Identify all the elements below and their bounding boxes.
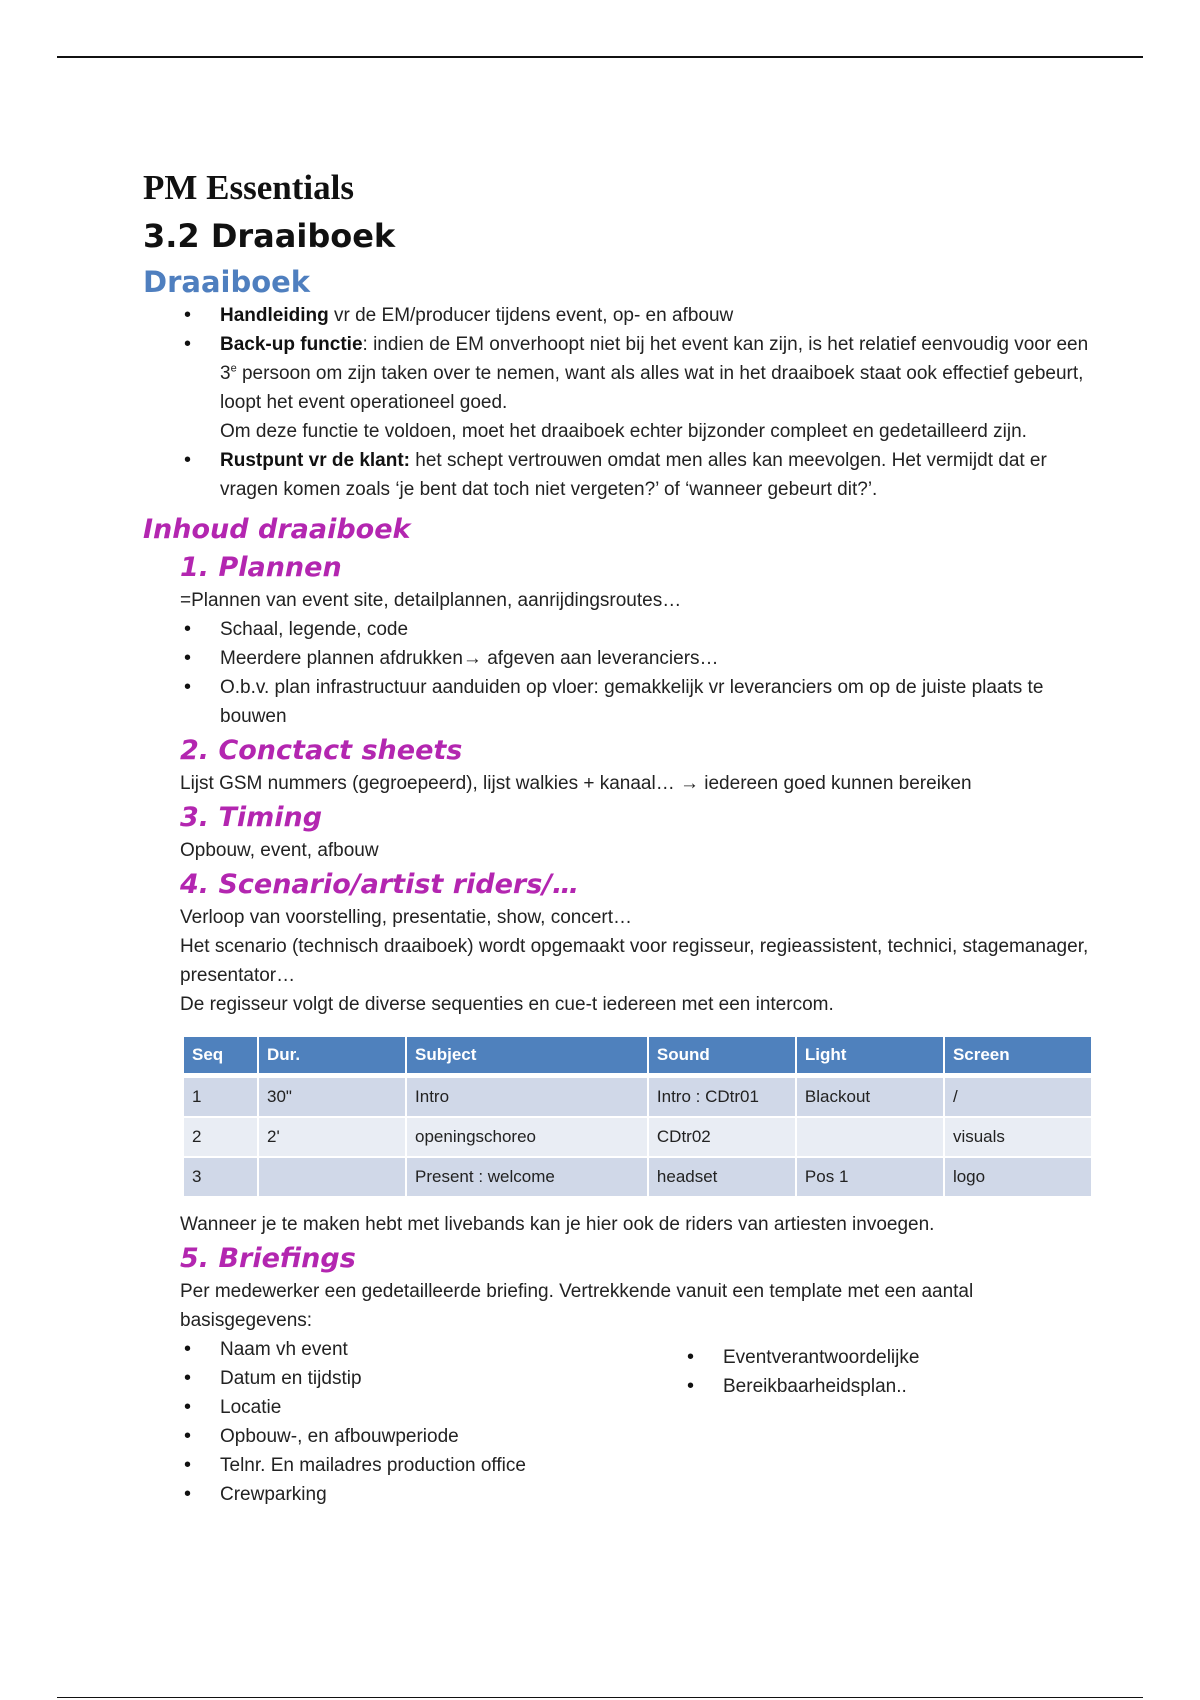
list-item: • Naam vh event	[180, 1335, 683, 1364]
scenario-line: Verloop van voorstelling, presentatie, show, concert…	[180, 907, 633, 928]
list-item: • Meerdere plannen afdrukken→ afgeven aan leveranciers…	[180, 644, 1093, 673]
list-item: • Telnr. En mailadres production office	[180, 1451, 683, 1480]
table-cell: headset	[649, 1158, 795, 1196]
scenario-line: De regisseur volgt de diverse sequenties en cue-t iedereen met een intercom.	[180, 994, 834, 1015]
briefings-left-column	[143, 1335, 683, 1509]
table-header: Light	[797, 1037, 943, 1076]
document-page	[143, 165, 1093, 1509]
briefings-columns	[143, 1335, 1093, 1509]
list-item: • Rustpunt vr de klant: het schept vertrouwen omdat men alles kan meevolgen. Het vermijdt dat er vragen komen zoals ‘je bent dat toch niet vergeten?’ of ‘wanneer gebeurt dit?’.	[180, 446, 1093, 504]
list-item: • Opbouw-, en afbouwperiode	[180, 1422, 683, 1451]
list-item: • Crewparking	[180, 1480, 683, 1509]
table-cell: CDtr02	[649, 1118, 795, 1156]
table-cell: Blackout	[797, 1078, 943, 1116]
table-cell: 30"	[259, 1078, 405, 1116]
top-rule	[57, 56, 1143, 58]
table-header-row	[184, 1037, 1091, 1076]
briefings-left-list	[143, 1335, 683, 1509]
table-header: Subject	[407, 1037, 647, 1076]
table-cell: openingschoreo	[407, 1118, 647, 1156]
table-cell	[259, 1158, 405, 1196]
scenario-line: Het scenario (technisch draaiboek) wordt opgemaakt voor regisseur, regieassistent, technici, stagemanager, presentator…	[180, 936, 1089, 986]
heading-plannen: 1. Plannen	[180, 552, 342, 583]
table-header: Seq	[184, 1037, 257, 1076]
list-item: • Handleiding vr de EM/producer tijdens event, op- en afbouw	[180, 301, 1093, 330]
list-item: • O.b.v. plan infrastructuur aanduiden op vloer: gemakkelijk vr leveranciers om op de juiste plaats te bouwen	[180, 673, 1093, 731]
table-cell: 2	[184, 1118, 257, 1156]
briefings-right-column	[683, 1335, 1083, 1509]
scenario-after: Wanneer je te maken hebt met livebands kan je hier ook de riders van artiesten invoegen.	[180, 1214, 935, 1235]
table-header: Dur.	[259, 1037, 405, 1076]
table-cell: Pos 1	[797, 1158, 943, 1196]
heading-timing: 3. Timing	[180, 802, 323, 833]
table-cell	[797, 1118, 943, 1156]
heading-contact: 2. Conctact sheets	[180, 735, 463, 766]
table-cell: Present : welcome	[407, 1158, 647, 1196]
table-header: Sound	[649, 1037, 795, 1076]
table-cell: Intro	[407, 1078, 647, 1116]
table-cell: logo	[945, 1158, 1091, 1196]
table-cell: 1	[184, 1078, 257, 1116]
briefings-right-list	[683, 1343, 1083, 1401]
table-row	[184, 1078, 1091, 1116]
heading-scenario: 4. Scenario/artist riders/…	[180, 869, 580, 900]
list-item: • Bereikbaarheidsplan..	[683, 1372, 1083, 1401]
table-row	[184, 1158, 1091, 1196]
draaiboek-list	[143, 301, 1093, 504]
list-item: • Locatie	[180, 1393, 683, 1422]
timing-text: Opbouw, event, afbouw	[180, 840, 379, 861]
table-cell: 3	[184, 1158, 257, 1196]
table-cell: /	[945, 1078, 1091, 1116]
plannen-intro: =Plannen van event site, detailplannen, aanrijdingsroutes…	[180, 590, 682, 611]
heading-draaiboek: Draaiboek	[143, 265, 311, 299]
list-item: • Schaal, legende, code	[180, 615, 1093, 644]
list-item: • Datum en tijdstip	[180, 1364, 683, 1393]
table-cell: 2'	[259, 1118, 405, 1156]
bottom-rule	[57, 1697, 1143, 1698]
chapter-title: 3.2 Draaiboek	[143, 217, 396, 255]
table-header: Screen	[945, 1037, 1091, 1076]
cue-table	[182, 1035, 1093, 1198]
table-row	[184, 1118, 1091, 1156]
plannen-list	[143, 615, 1093, 731]
briefings-intro: Per medewerker een gedetailleerde briefing. Vertrekkende vanuit een template met een aantal basisgegevens:	[180, 1281, 974, 1331]
table-cell: visuals	[945, 1118, 1091, 1156]
document-title: PM Essentials	[143, 168, 354, 207]
heading-inhoud: Inhoud draaiboek	[143, 514, 411, 545]
table-cell: Intro : CDtr01	[649, 1078, 795, 1116]
list-item: • Eventverantwoordelijke	[683, 1343, 1083, 1372]
list-item: • Back-up functie: indien de EM onverhoopt niet bij het event kan zijn, is het relatief eenvoudig voor een 3e persoon om zijn taken over te nemen, want als alles wat in het draaiboek staat ook effectief gebeurt, loopt het event operationeel goed. Om deze functie te voldoen, moet het draaiboek echter bijzonder compleet en gedetailleerd zijn.	[180, 330, 1093, 446]
contact-text: Lijst GSM nummers (gegroepeerd), lijst walkies + kanaal… → iedereen goed kunnen bereiken	[180, 773, 972, 794]
heading-briefings: 5. Briefings	[180, 1243, 356, 1274]
